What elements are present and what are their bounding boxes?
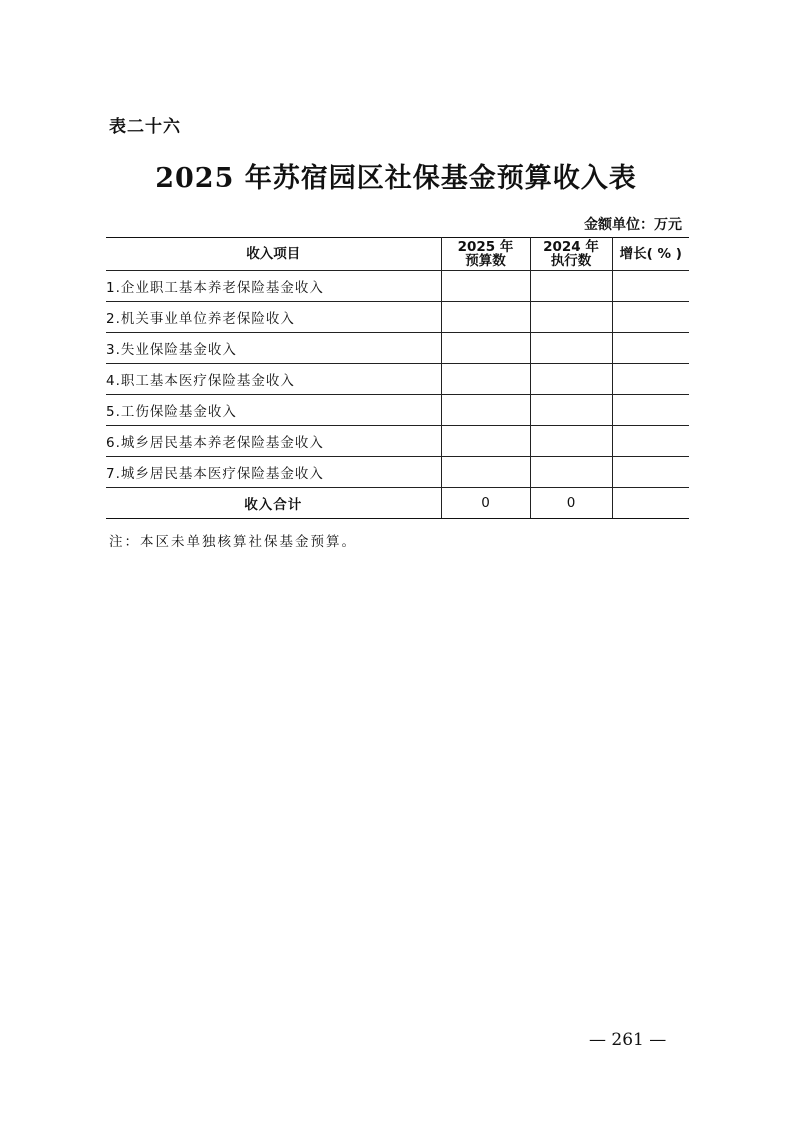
total-budget-2025: 0 bbox=[441, 488, 530, 519]
page-title: 2025 年苏宿园区社保基金预算收入表 bbox=[155, 163, 637, 194]
row-item-label: 6.城乡居民基本养老保险基金收入 bbox=[106, 426, 441, 457]
column-header-item: 收入项目 bbox=[106, 238, 441, 271]
table-row bbox=[106, 364, 689, 395]
column-header-budget-2025: 2025 年 预算数 bbox=[441, 238, 530, 271]
total-growth bbox=[612, 488, 689, 519]
table-total-row bbox=[106, 488, 689, 519]
row-item-label: 7.城乡居民基本医疗保险基金收入 bbox=[106, 457, 441, 488]
cell-actual-2024 bbox=[530, 395, 612, 426]
table-row bbox=[106, 302, 689, 333]
cell-budget-2025 bbox=[441, 395, 530, 426]
cell-actual-2024 bbox=[530, 271, 612, 302]
column-header-growth: 增长( % ) bbox=[612, 238, 689, 271]
budget-table bbox=[106, 237, 689, 519]
row-item-label: 1.企业职工基本养老保险基金收入 bbox=[106, 271, 441, 302]
table-header-row bbox=[106, 238, 689, 271]
footnote: 注：本区未单独核算社保基金预算。 bbox=[109, 534, 357, 550]
table-row bbox=[106, 426, 689, 457]
table-row bbox=[106, 395, 689, 426]
cell-actual-2024 bbox=[530, 364, 612, 395]
cell-budget-2025 bbox=[441, 333, 530, 364]
cell-budget-2025 bbox=[441, 271, 530, 302]
table-row bbox=[106, 457, 689, 488]
table-label: 表二十六 bbox=[109, 117, 181, 137]
cell-growth bbox=[612, 426, 689, 457]
cell-budget-2025 bbox=[441, 364, 530, 395]
page-number: — 261 — bbox=[589, 1030, 667, 1050]
cell-actual-2024 bbox=[530, 426, 612, 457]
cell-growth bbox=[612, 364, 689, 395]
cell-budget-2025 bbox=[441, 302, 530, 333]
total-actual-2024: 0 bbox=[530, 488, 612, 519]
unit-note: 金额单位：万元 bbox=[584, 217, 682, 233]
total-label: 收入合计 bbox=[106, 488, 441, 519]
row-item-label: 4.职工基本医疗保险基金收入 bbox=[106, 364, 441, 395]
cell-budget-2025 bbox=[441, 426, 530, 457]
cell-actual-2024 bbox=[530, 457, 612, 488]
row-item-label: 2.机关事业单位养老保险收入 bbox=[106, 302, 441, 333]
table-row bbox=[106, 271, 689, 302]
row-item-label: 5.工伤保险基金收入 bbox=[106, 395, 441, 426]
column-header-actual-2024: 2024 年 执行数 bbox=[530, 238, 612, 271]
cell-growth bbox=[612, 302, 689, 333]
cell-growth bbox=[612, 271, 689, 302]
cell-growth bbox=[612, 457, 689, 488]
cell-actual-2024 bbox=[530, 333, 612, 364]
cell-actual-2024 bbox=[530, 302, 612, 333]
table-row bbox=[106, 333, 689, 364]
cell-growth bbox=[612, 395, 689, 426]
cell-growth bbox=[612, 333, 689, 364]
cell-budget-2025 bbox=[441, 457, 530, 488]
row-item-label: 3.失业保险基金收入 bbox=[106, 333, 441, 364]
